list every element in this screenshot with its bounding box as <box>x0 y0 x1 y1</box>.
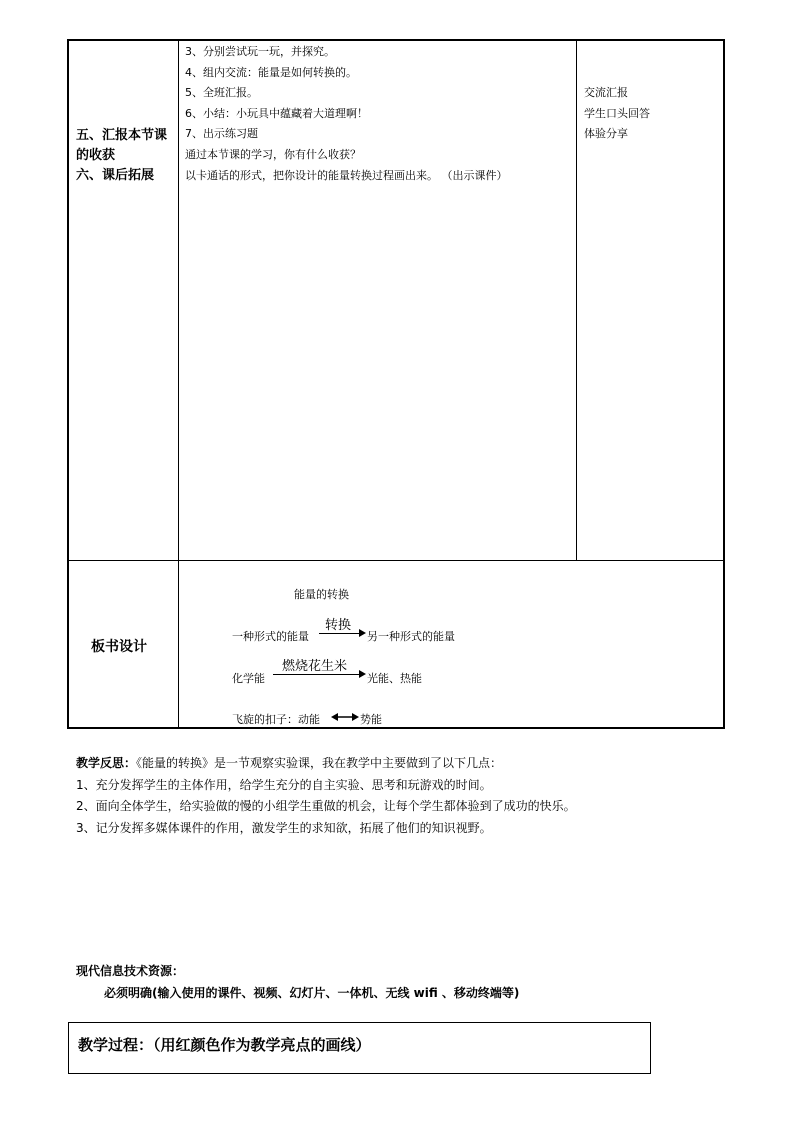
table-border-right <box>723 39 725 729</box>
board-line3-left: 飞旋的扣子：动能 <box>232 713 320 726</box>
reflection-point: 2、面向全体学生，给实验做的慢的小组学生重做的机会，让每个学生都体验到了成功的快乐。 <box>76 799 576 813</box>
activity-line: 通过本节课的学习，你有什么收获？ <box>185 147 361 161</box>
student-activity-line: 学生口头回答 <box>584 106 650 120</box>
reflection-intro: 《能量的转换》是一节观察实验课，我在教学中主要做到了以下几点： <box>136 756 503 770</box>
reflection-point: 3、记分发挥多媒体课件的作用，激发学生的求知欲，拓展了他们的知识视野。 <box>76 821 492 835</box>
board-line1-right: 另一种形式的能量 <box>367 630 455 643</box>
student-activity-list <box>584 83 650 145</box>
double-arrow-icon <box>331 711 359 723</box>
arrow-head-icon <box>359 629 366 637</box>
row-divider <box>67 560 725 561</box>
board-line1-arrow-label: 转换 <box>325 618 352 633</box>
board-line3-right: 势能 <box>360 713 382 726</box>
board-title: 能量的转换 <box>294 588 349 601</box>
resources-detail: 必须明确(输入使用的课件、视频、幻灯片、一体机、无线 wifi 、移动终端等) <box>104 986 520 1000</box>
teaching-process-label: 教学过程：（用红颜色作为教学亮点的画线） <box>78 1036 371 1054</box>
activity-line: 5、全班汇报。 <box>185 86 258 100</box>
activity-line: 4、组内交流：能量是如何转换的。 <box>185 65 357 79</box>
reflection-intro-line <box>76 754 502 771</box>
activity-line: 以卡通话的形式，把你设计的能量转换过程画出来。 （出示课件） <box>185 168 508 182</box>
board-line2-right: 光能、热能 <box>367 672 422 685</box>
board-line2-left: 化学能 <box>232 672 265 685</box>
board-design-label: 板书设计 <box>91 639 147 655</box>
arrow-head-icon <box>359 670 366 678</box>
activity-line: 3、分别尝试玩一玩，并探究。 <box>185 45 335 58</box>
col-divider-2 <box>576 39 577 561</box>
reflection-point: 1、充分发挥学生的主体作用，给学生充分的自主实验、思考和玩游戏的时间。 <box>76 778 492 792</box>
reflection-heading: 教学反思： <box>76 756 137 770</box>
table-border-left <box>67 39 69 729</box>
arrow-line-2 <box>273 674 361 675</box>
table-border-top <box>67 39 725 41</box>
table-border-bottom <box>67 727 725 729</box>
resources-heading: 现代信息技术资源： <box>76 964 185 978</box>
teaching-process-box <box>68 1022 651 1074</box>
activity-list <box>185 42 508 186</box>
arrow-line-1 <box>319 633 362 634</box>
student-activity-line: 体验分享 <box>584 127 628 141</box>
board-line2-arrow-label: 燃烧花生米 <box>282 659 348 674</box>
activity-line: 6、小结：小玩具中蕴藏着大道理啊！ <box>185 106 368 120</box>
section-summary-label: 五、汇报本节课的收获 六、课后拓展 <box>76 128 168 183</box>
board-line1-left: 一种形式的能量 <box>232 630 309 643</box>
activity-line: 7、出示练习题 <box>185 127 258 141</box>
student-activity-line: 交流汇报 <box>584 86 628 99</box>
